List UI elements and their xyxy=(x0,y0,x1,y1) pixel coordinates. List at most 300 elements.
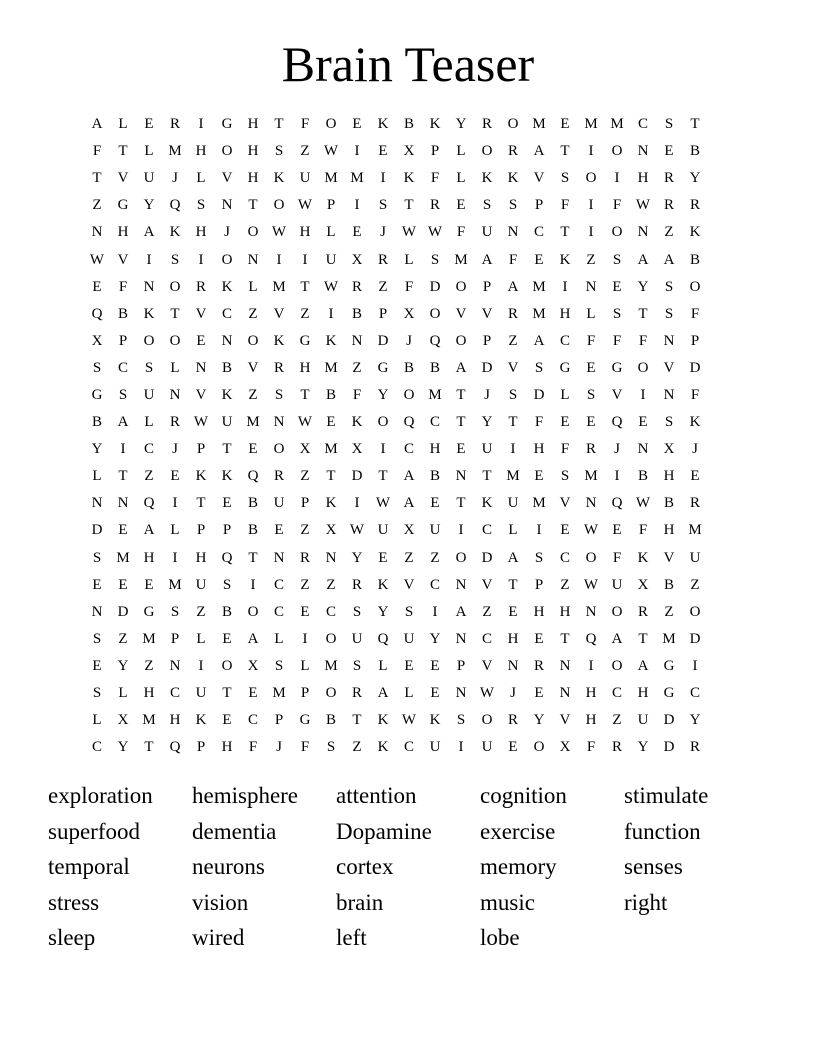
grid-letter: A xyxy=(663,251,675,268)
grid-letter: S xyxy=(482,197,492,214)
grid-letter: O xyxy=(247,224,259,241)
grid-letter: O xyxy=(143,332,155,349)
grid-letter: C xyxy=(273,603,284,620)
grid-letter: F xyxy=(430,170,440,187)
grid-letter: G xyxy=(117,197,129,214)
grid-letter: I xyxy=(614,468,620,485)
grid-letter: Z xyxy=(118,630,128,647)
letter-grid xyxy=(84,111,734,761)
grid-letter: R xyxy=(195,278,206,295)
grid-letter: E xyxy=(352,116,362,133)
grid-letter: B xyxy=(663,495,674,512)
grid-letter: L xyxy=(170,359,180,376)
grid-letter: F xyxy=(534,414,544,431)
grid-letter: I xyxy=(588,657,594,674)
grid-letter: M xyxy=(272,278,286,295)
grid-letter: E xyxy=(430,685,440,702)
grid-letter: P xyxy=(482,332,492,349)
grid-letter: N xyxy=(273,549,285,566)
grid-letter: E xyxy=(92,278,102,295)
grid-letter: W xyxy=(323,278,339,295)
grid-letter: L xyxy=(92,468,102,485)
grid-letter: N xyxy=(585,495,597,512)
grid-letter: S xyxy=(664,116,674,133)
grid-letter: G xyxy=(559,359,571,376)
grid-letter: R xyxy=(611,739,622,756)
grid-letter: E xyxy=(534,251,544,268)
grid-letter: R xyxy=(689,197,700,214)
grid-letter: S xyxy=(352,657,362,674)
grid-letter: F xyxy=(612,197,622,214)
grid-letter: P xyxy=(534,197,544,214)
grid-letter: N xyxy=(559,657,571,674)
grid-letter: V xyxy=(663,549,675,566)
grid-letter: S xyxy=(378,197,388,214)
grid-letter: O xyxy=(273,197,285,214)
grid-letter: G xyxy=(299,332,311,349)
grid-letter: Q xyxy=(91,305,103,322)
grid-letter: R xyxy=(481,116,492,133)
grid-letter: C xyxy=(429,576,440,593)
grid-letter: E xyxy=(690,468,700,485)
grid-letter: P xyxy=(118,332,128,349)
grid-letter: C xyxy=(247,712,258,729)
grid-letter: R xyxy=(533,657,544,674)
grid-letter: W xyxy=(401,712,417,729)
grid-letter: H xyxy=(637,170,649,187)
grid-letter: I xyxy=(120,441,126,458)
grid-letter: P xyxy=(378,305,388,322)
grid-letter: I xyxy=(614,170,620,187)
grid-letter: B xyxy=(429,468,440,485)
grid-letter: Z xyxy=(326,576,336,593)
grid-letter: I xyxy=(354,197,360,214)
grid-letter: H xyxy=(585,685,597,702)
grid-letter: O xyxy=(611,143,623,160)
grid-letter: E xyxy=(430,495,440,512)
grid-letter: T xyxy=(456,495,466,512)
grid-letter: R xyxy=(169,116,180,133)
grid-letter: O xyxy=(481,712,493,729)
grid-letter: K xyxy=(481,170,493,187)
grid-letter: M xyxy=(324,359,338,376)
grid-letter: I xyxy=(692,657,698,674)
grid-letter: A xyxy=(507,549,519,566)
grid-letter: E xyxy=(456,197,466,214)
grid-letter: O xyxy=(169,332,181,349)
grid-letter: Z xyxy=(300,576,310,593)
grid-letter: A xyxy=(455,603,467,620)
grid-letter: M xyxy=(324,441,338,458)
grid-letter: B xyxy=(403,359,414,376)
word-list-item: vision xyxy=(192,889,249,915)
grid-letter: H xyxy=(195,549,207,566)
grid-letter: D xyxy=(117,603,129,620)
word-list-item: right xyxy=(624,889,668,915)
grid-letter: S xyxy=(274,386,284,403)
grid-letter: E xyxy=(456,441,466,458)
grid-letter: C xyxy=(429,414,440,431)
word-list xyxy=(48,778,768,956)
grid-letter: K xyxy=(221,278,233,295)
grid-row xyxy=(84,680,734,707)
grid-letter: I xyxy=(276,251,282,268)
grid-letter: B xyxy=(689,143,700,160)
grid-letter: I xyxy=(380,170,386,187)
grid-letter: A xyxy=(455,359,467,376)
grid-letter: N xyxy=(663,332,675,349)
grid-letter: Y xyxy=(481,414,493,431)
grid-letter: M xyxy=(584,116,598,133)
grid-letter: T xyxy=(378,468,388,485)
grid-letter: G xyxy=(663,685,675,702)
grid-letter: S xyxy=(274,143,284,160)
grid-letter: Z xyxy=(482,603,492,620)
grid-letter: S xyxy=(508,197,518,214)
grid-letter: L xyxy=(92,712,102,729)
grid-letter: V xyxy=(455,305,467,322)
grid-letter: V xyxy=(403,576,415,593)
grid-letter: Q xyxy=(169,739,181,756)
grid-letter: F xyxy=(352,386,362,403)
grid-letter: H xyxy=(195,224,207,241)
grid-letter: L xyxy=(560,386,570,403)
grid-letter: L xyxy=(170,522,180,539)
grid-letter: Z xyxy=(144,657,154,674)
grid-letter: I xyxy=(172,549,178,566)
grid-letter: I xyxy=(536,522,542,539)
grid-letter: T xyxy=(690,116,700,133)
grid-row xyxy=(84,490,734,517)
grid-letter: L xyxy=(196,630,206,647)
grid-letter: B xyxy=(403,116,414,133)
grid-letter: I xyxy=(172,495,178,512)
grid-letter: U xyxy=(429,522,441,539)
grid-letter: E xyxy=(118,522,128,539)
grid-letter: J xyxy=(380,224,386,241)
grid-letter: U xyxy=(481,441,493,458)
grid-letter: S xyxy=(664,278,674,295)
grid-letter: U xyxy=(429,739,441,756)
grid-letter: I xyxy=(562,278,568,295)
grid-letter: Y xyxy=(637,739,649,756)
grid-letter: R xyxy=(351,278,362,295)
grid-letter: T xyxy=(274,116,284,133)
grid-letter: S xyxy=(170,251,180,268)
grid-letter: I xyxy=(640,386,646,403)
grid-letter: O xyxy=(429,305,441,322)
grid-letter: O xyxy=(247,332,259,349)
grid-letter: K xyxy=(195,712,207,729)
grid-letter: U xyxy=(273,495,285,512)
grid-letter: Y xyxy=(377,603,389,620)
grid-letter: P xyxy=(326,197,336,214)
grid-letter: K xyxy=(637,549,649,566)
grid-letter: F xyxy=(612,549,622,566)
grid-letter: P xyxy=(300,495,310,512)
grid-letter: J xyxy=(172,441,178,458)
grid-letter: A xyxy=(637,657,649,674)
grid-letter: L xyxy=(248,278,258,295)
grid-letter: N xyxy=(455,630,467,647)
grid-letter: R xyxy=(663,170,674,187)
grid-letter: E xyxy=(248,685,258,702)
grid-letter: H xyxy=(559,603,571,620)
grid-letter: E xyxy=(534,685,544,702)
grid-letter: T xyxy=(326,468,336,485)
grid-letter: Z xyxy=(300,143,310,160)
grid-letter: E xyxy=(170,468,180,485)
grid-letter: E xyxy=(248,441,258,458)
grid-letter: P xyxy=(222,522,232,539)
grid-letter: Y xyxy=(533,712,545,729)
grid-letter: W xyxy=(479,685,495,702)
grid-letter: J xyxy=(406,332,412,349)
grid-letter: E xyxy=(560,414,570,431)
grid-letter: B xyxy=(91,414,102,431)
grid-letter: H xyxy=(429,441,441,458)
grid-letter: T xyxy=(300,386,310,403)
word-list-item: neurons xyxy=(192,854,265,879)
grid-letter: V xyxy=(481,576,493,593)
grid-letter: U xyxy=(221,414,233,431)
word-list-item: cortex xyxy=(336,854,394,879)
grid-letter: F xyxy=(404,278,414,295)
grid-letter: Z xyxy=(560,576,570,593)
grid-letter: P xyxy=(690,332,700,349)
grid-letter: E xyxy=(378,549,388,566)
grid-letter: S xyxy=(274,657,284,674)
grid-letter: K xyxy=(559,251,571,268)
grid-letter: N xyxy=(221,197,233,214)
grid-letter: N xyxy=(559,685,571,702)
grid-letter: B xyxy=(637,468,648,485)
grid-letter: R xyxy=(689,495,700,512)
grid-letter: Y xyxy=(351,549,363,566)
grid-letter: Q xyxy=(585,630,597,647)
grid-letter: D xyxy=(91,522,103,539)
grid-letter: U xyxy=(195,576,207,593)
grid-letter: Q xyxy=(403,414,415,431)
grid-letter: F xyxy=(690,305,700,322)
grid-letter: A xyxy=(377,685,389,702)
grid-letter: F xyxy=(612,332,622,349)
grid-letter: X xyxy=(91,332,103,349)
grid-letter: S xyxy=(92,630,102,647)
grid-letter: N xyxy=(247,251,259,268)
grid-row xyxy=(84,436,734,463)
grid-letter: T xyxy=(300,278,310,295)
grid-letter: K xyxy=(403,170,415,187)
grid-letter: U xyxy=(611,576,623,593)
word-list-item: temporal xyxy=(48,854,130,879)
grid-letter: O xyxy=(689,278,701,295)
grid-letter: W xyxy=(427,224,443,241)
grid-letter: K xyxy=(377,116,389,133)
grid-letter: L xyxy=(118,116,128,133)
grid-letter: T xyxy=(248,549,258,566)
grid-letter: P xyxy=(196,522,206,539)
grid-letter: X xyxy=(403,143,415,160)
grid-letter: F xyxy=(248,739,258,756)
grid-letter: M xyxy=(168,576,182,593)
grid-letter: P xyxy=(456,657,466,674)
page-title: Brain Teaser xyxy=(281,36,535,92)
grid-letter: T xyxy=(92,170,102,187)
grid-letter: N xyxy=(325,549,337,566)
grid-letter: R xyxy=(351,685,362,702)
grid-letter: T xyxy=(222,685,232,702)
word-list-item: lobe xyxy=(480,925,520,950)
grid-letter: S xyxy=(92,549,102,566)
grid-letter: K xyxy=(325,495,337,512)
grid-letter: U xyxy=(377,522,389,539)
grid-letter: L xyxy=(456,170,466,187)
grid-letter: T xyxy=(638,305,648,322)
grid-letter: T xyxy=(170,305,180,322)
word-list-item: wired xyxy=(192,925,245,950)
grid-letter: I xyxy=(198,657,204,674)
grid-letter: B xyxy=(221,359,232,376)
grid-letter: N xyxy=(455,576,467,593)
grid-letter: E xyxy=(144,576,154,593)
grid-letter: S xyxy=(430,251,440,268)
grid-letter: A xyxy=(247,630,259,647)
grid-letter: M xyxy=(246,414,260,431)
grid-letter: F xyxy=(690,386,700,403)
grid-letter: I xyxy=(354,143,360,160)
grid-letter: T xyxy=(404,197,414,214)
grid-letter: V xyxy=(559,712,571,729)
grid-letter: E xyxy=(534,630,544,647)
grid-letter: X xyxy=(403,305,415,322)
grid-letter: L xyxy=(404,251,414,268)
grid-letter: T xyxy=(456,386,466,403)
grid-letter: K xyxy=(221,386,233,403)
grid-letter: I xyxy=(380,441,386,458)
grid-letter: P xyxy=(482,278,492,295)
grid-letter: D xyxy=(377,332,389,349)
grid-letter: P xyxy=(534,576,544,593)
grid-letter: H xyxy=(585,712,597,729)
grid-letter: T xyxy=(196,495,206,512)
grid-letter: E xyxy=(586,414,596,431)
grid-letter: N xyxy=(273,414,285,431)
grid-letter: V xyxy=(273,305,285,322)
grid-letter: A xyxy=(91,116,103,133)
grid-letter: N xyxy=(507,657,519,674)
grid-letter: R xyxy=(637,603,648,620)
grid-letter: T xyxy=(352,712,362,729)
grid-letter: R xyxy=(429,197,440,214)
grid-letter: O xyxy=(325,630,337,647)
grid-letter: Z xyxy=(352,739,362,756)
grid-row xyxy=(84,734,734,761)
grid-letter: W xyxy=(297,197,313,214)
grid-letter: A xyxy=(533,332,545,349)
grid-letter: L xyxy=(326,224,336,241)
grid-letter: E xyxy=(612,278,622,295)
grid-letter: M xyxy=(142,712,156,729)
grid-letter: H xyxy=(195,143,207,160)
grid-letter: B xyxy=(325,386,336,403)
grid-letter: S xyxy=(560,170,570,187)
grid-letter: S xyxy=(586,386,596,403)
grid-letter: E xyxy=(378,143,388,160)
grid-letter: V xyxy=(481,657,493,674)
grid-row xyxy=(84,192,734,219)
grid-letter: K xyxy=(143,305,155,322)
grid-letter: B xyxy=(429,359,440,376)
grid-letter: K xyxy=(429,712,441,729)
grid-letter: Z xyxy=(612,712,622,729)
grid-letter: W xyxy=(297,414,313,431)
grid-letter: O xyxy=(611,657,623,674)
grid-letter: T xyxy=(144,739,154,756)
grid-letter: H xyxy=(143,685,155,702)
grid-letter: V xyxy=(533,170,545,187)
grid-row xyxy=(84,382,734,409)
grid-letter: L xyxy=(456,143,466,160)
grid-letter: V xyxy=(481,305,493,322)
grid-row xyxy=(84,626,734,653)
grid-letter: A xyxy=(533,143,545,160)
grid-letter: D xyxy=(689,359,701,376)
grid-letter: I xyxy=(302,251,308,268)
grid-letter: A xyxy=(611,630,623,647)
grid-letter: D xyxy=(663,739,675,756)
grid-letter: I xyxy=(328,305,334,322)
grid-letter: K xyxy=(325,332,337,349)
grid-letter: C xyxy=(325,603,336,620)
grid-letter: A xyxy=(403,468,415,485)
grid-letter: E xyxy=(508,739,518,756)
grid-letter: H xyxy=(247,143,259,160)
grid-letter: R xyxy=(377,251,388,268)
grid-letter: H xyxy=(117,224,129,241)
grid-letter: O xyxy=(247,603,259,620)
grid-letter: U xyxy=(689,549,701,566)
grid-letter: E xyxy=(92,576,102,593)
grid-letter: Z xyxy=(508,332,518,349)
grid-letter: U xyxy=(143,170,155,187)
grid-letter: O xyxy=(585,170,597,187)
grid-letter: V xyxy=(221,170,233,187)
grid-letter: G xyxy=(611,359,623,376)
grid-letter: B xyxy=(221,603,232,620)
grid-letter: J xyxy=(692,441,698,458)
grid-letter: N xyxy=(637,143,649,160)
grid-row xyxy=(84,219,734,246)
grid-letter: V xyxy=(611,386,623,403)
grid-letter: V xyxy=(117,170,129,187)
grid-letter: K xyxy=(351,414,363,431)
grid-letter: O xyxy=(221,657,233,674)
grid-letter: M xyxy=(532,305,546,322)
grid-letter: S xyxy=(92,359,102,376)
grid-letter: M xyxy=(532,116,546,133)
word-list-item: attention xyxy=(336,783,417,808)
grid-letter: Z xyxy=(196,603,206,620)
grid-letter: M xyxy=(142,630,156,647)
grid-letter: S xyxy=(612,251,622,268)
grid-letter: U xyxy=(143,386,155,403)
grid-letter: V xyxy=(663,359,675,376)
grid-letter: P xyxy=(196,739,206,756)
grid-letter: M xyxy=(688,522,702,539)
grid-letter: E xyxy=(118,576,128,593)
grid-letter: E xyxy=(274,522,284,539)
